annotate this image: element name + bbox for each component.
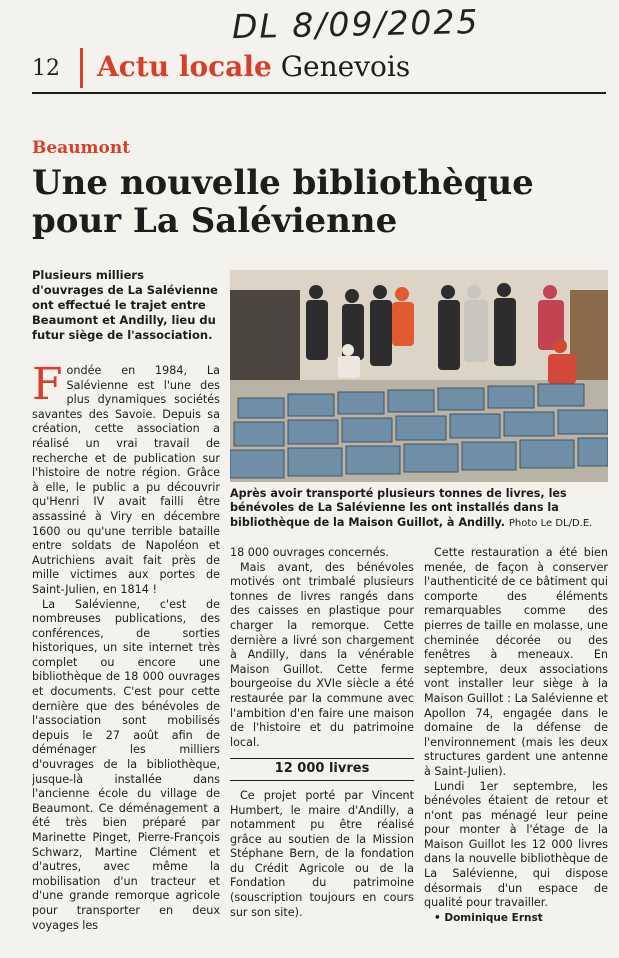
header-rule <box>32 92 606 94</box>
paragraph: Lundi 1er septembre, les bénévoles étaient de retour et n'ont pas ménagé leur peine pour monter à l'étage de la Maison Guillot les 12 000 livres dans la nouvelle bibliothèque de La Salévienne, qui dispose désormais d'un espace de qualité pour travailler. <box>424 779 608 910</box>
photo-credit: Photo Le DL/D.E. <box>508 517 593 529</box>
article-column-1 <box>32 364 220 954</box>
paragraph: La Salévienne, c'est de nombreuses publications, des conférences, de sorties historiques, un site internet très complet ou encore une bibliothèque de 18 000 ouvrages et documents. C'est pour cette dernière que des bénévoles de l'association sont mobilisés depuis le 27 août afin de déménager les milliers d'ouvrages de la bibliothèque, jusque-là installée dans l'ancienne école du village de Beaumont. Ce déménagement a été très bien préparé par Marinette Pinget, Pierre-François Schwarz, Martine Clément et d'autres, avec même la mobilisation d'un tracteur et d'une grande remorque agricole pour transporter en deux voyages les <box>32 597 220 932</box>
paragraph <box>32 364 220 598</box>
intertitle: 12 000 livres <box>230 758 414 781</box>
article-column-2 <box>230 546 414 944</box>
photo-caption <box>230 487 608 531</box>
paragraph: Ce projet porté par Vincent Humbert, le maire d'Andilly, a notamment pu être réalisé grâce au soutien de la Mission Stéphane Bern, de la fondation du Crédit Agricole ou de la Fondation du patrimoine (souscription toujours en cours sur son site). <box>230 788 414 919</box>
rubric <box>97 50 410 83</box>
rubric-main: Actu locale <box>97 50 272 83</box>
paragraph: Mais avant, des bénévoles motivés ont trimbalé plusieurs tonnes de livres rangés dans des caisses en plastique pour charger la remorque. Cette dernière a livré son chargement à Andilly, dans la vénérable Maison Guillot. Cette ferme bourgeoise du XVIe siècle a été restaurée par la commune avec l'ambition d'en faire une maison de l'histoire et du patrimoine local. <box>230 560 414 749</box>
article-author: • Dominique Ernst <box>434 911 543 924</box>
caption-text: Après avoir transporté plusieurs tonnes de livres, les bénévoles de La Salévienne les ont installés dans la bibliothèque de la Maison Guillot, à Andilly. <box>230 487 567 529</box>
article-column-3 <box>424 546 608 952</box>
article-headline: Une nouvelle bibliothèque pour La Salévienne <box>32 163 534 241</box>
date-stamp: DL 8/09/2025 <box>231 1 480 47</box>
article-kicker: Beaumont <box>32 138 131 158</box>
drop-cap: F <box>32 364 63 410</box>
article-photo <box>230 270 608 482</box>
rubric-separator <box>80 48 83 88</box>
rubric-sub: Genevois <box>280 50 411 83</box>
photo-illustration <box>230 270 608 482</box>
page-number: 12 <box>32 56 60 81</box>
paragraph: Cette restauration a été bien menée, de façon à conserver l'authenticité de ce bâtiment qui comporte des éléments remarquables comme des pierres de taille en molasse, une cheminée décorée ou des fenêtres à meneaux. En septembre, deux associations vont installer leur siège à la Maison Guillot : La Salévienne et Apollon 74, engagée dans le domaine de la défense de l'environnement (mais les deux structures gardent une antenne à Saint-Julien). <box>424 546 608 778</box>
paragraph-text: ondée en 1984, La Salévienne est l'une des plus dynamiques sociétés savantes des Savoie. Depuis sa création, cette association a réalisé un vrai travail de recherche et de publication sur l'histoire de notre région. Grâce à elle, le public a pu découvrir qu'Henri IV avait failli être assassiné à Viry en décembre 1600 ou qu'une terrible bataille entre soldats de Napoléon et Autrichiens avait fait près de mille victimes aux portes de Saint-Julien, en 1814 ! <box>32 364 220 596</box>
paragraph: 18 000 ouvrages concernés. <box>230 546 389 559</box>
article-lead: Plusieurs milliers d'ouvrages de La Salévienne ont effectué le trajet entre Beaumont et Andilly, lieu du futur siège de l'association. <box>32 268 218 342</box>
